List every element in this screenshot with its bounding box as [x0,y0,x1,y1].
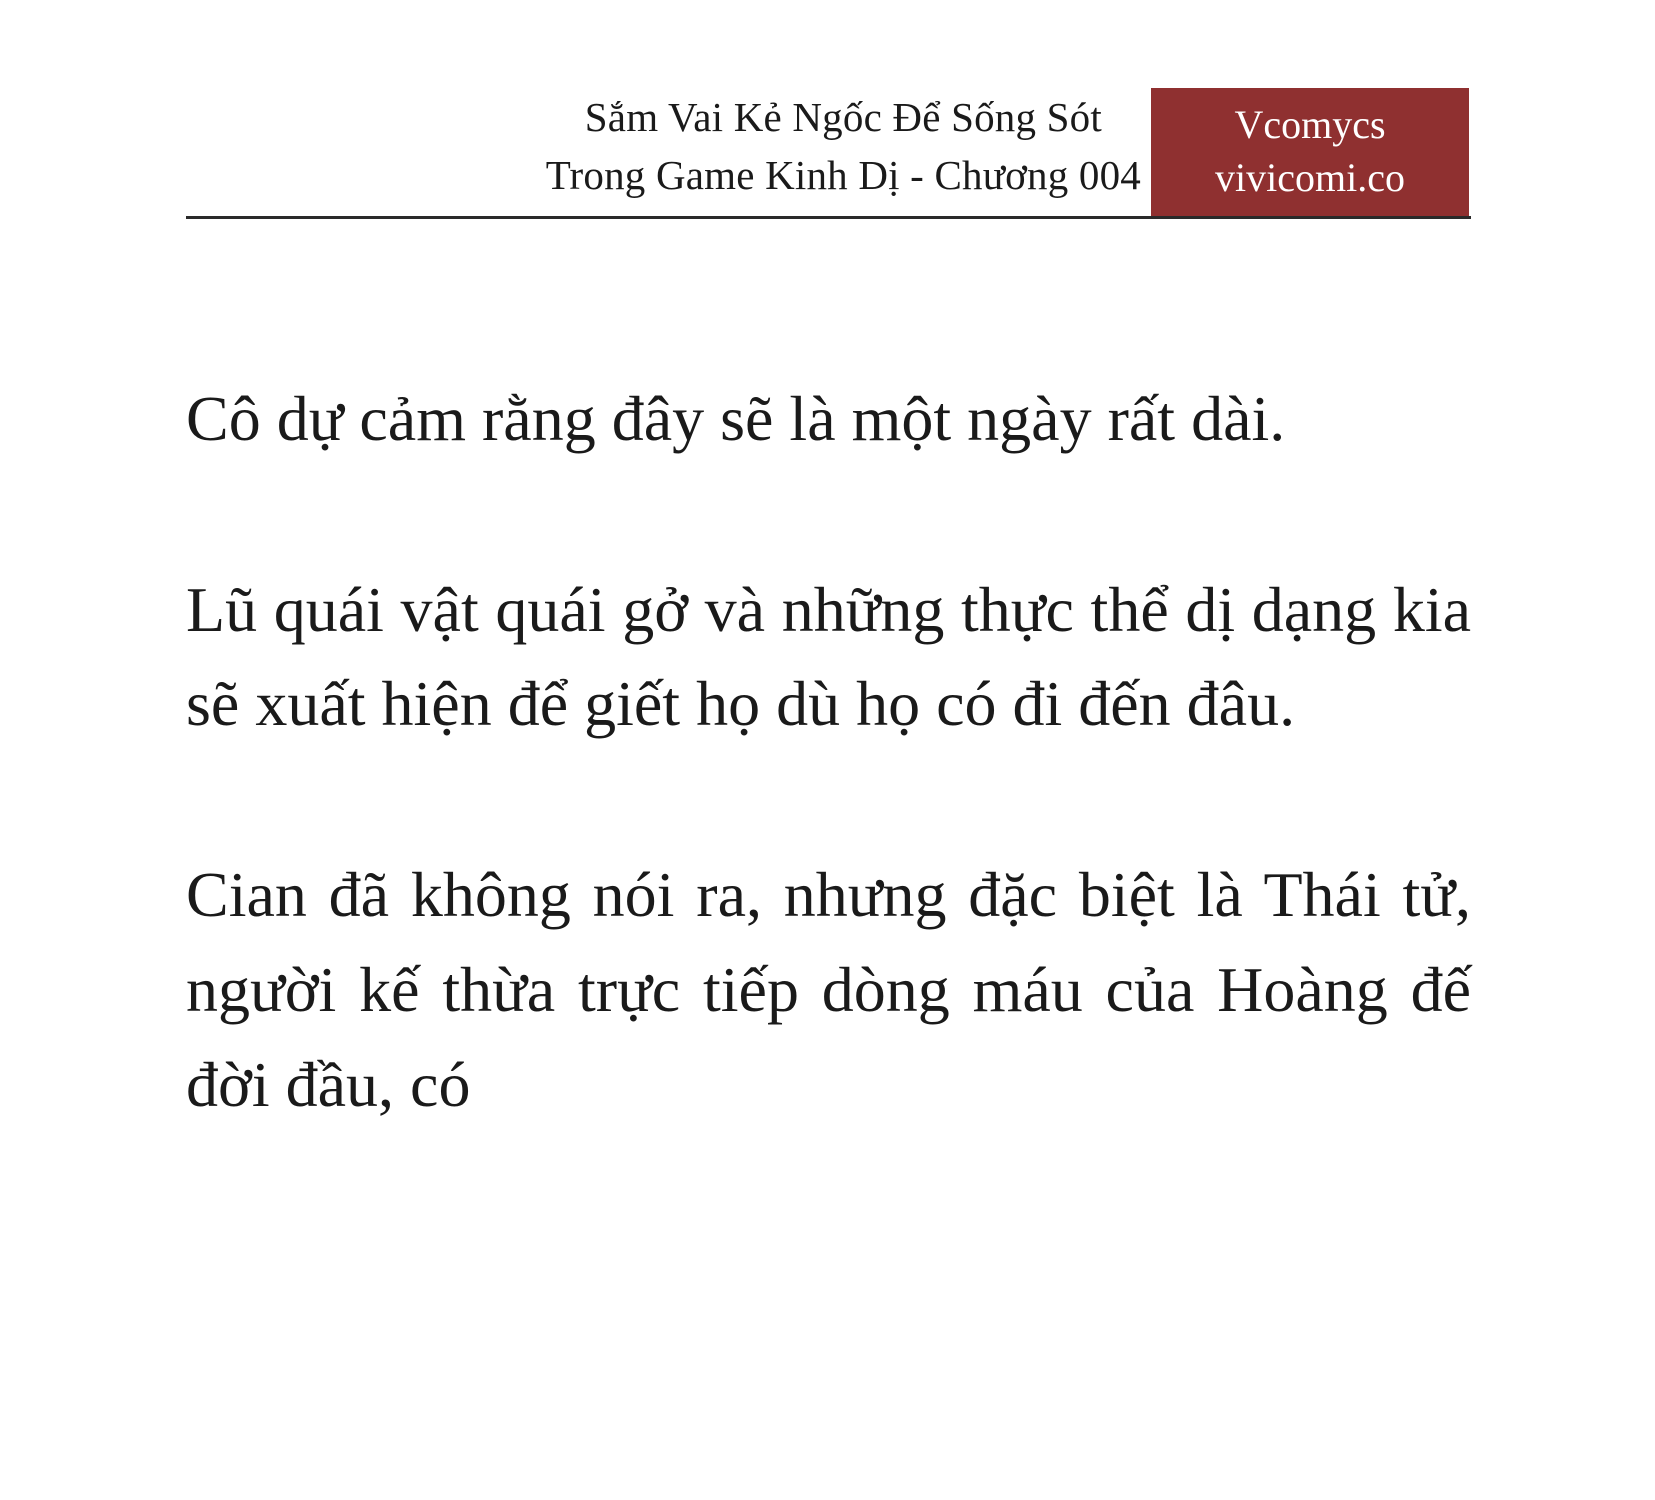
document-body [186,372,1471,1132]
header-inner [186,88,1469,214]
page-title [546,88,1151,204]
paragraph: Lũ quái vật quái gở và những thực thể dị dạng kia sẽ xuất hiện để giết họ dù họ có đi đến đâu. [186,573,1471,740]
paragraph: Cô dự cảm rằng đây sẽ là một ngày rất dài. [186,383,1286,454]
paragraph: Cian đã không nói ra, nhưng đặc biệt là Thái tử, người kế thừa trực tiếp dòng máu của Hoàng đế đời đầu, có [186,859,1471,1120]
header-divider [186,216,1471,219]
watermark-badge [1151,88,1469,216]
watermark-site: vivicomi.co [1215,155,1405,200]
page-title-line-1: Sắm Vai Kẻ Ngốc Để Sống Sót [584,94,1102,140]
watermark-brand: Vcomycs [1234,102,1386,148]
page-header [0,0,1655,232]
page-title-line-2: Trong Game Kinh Dị - Chương 004 [545,152,1141,199]
